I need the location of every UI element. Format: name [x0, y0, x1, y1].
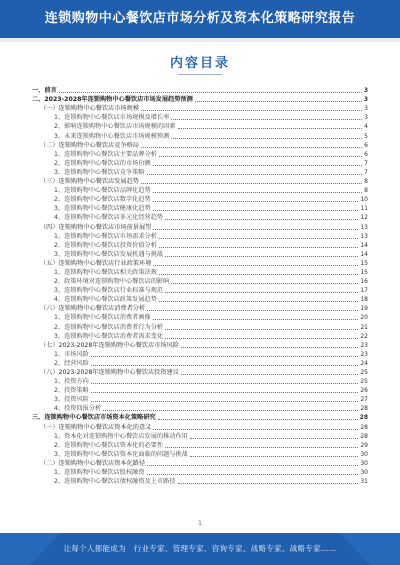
toc-entry[interactable] — [32, 177, 368, 186]
toc-leader-dots — [190, 456, 358, 457]
toc-leader-dots — [171, 119, 362, 120]
toc-leader-dots — [153, 165, 362, 166]
toc-entry-label: （五）连锁购物中心餐饮店行业政策环境 — [40, 259, 152, 267]
toc-entry[interactable] — [32, 368, 368, 377]
toc-entry-label: 3、连锁购物中心餐饮店消费者需求变化 — [54, 332, 164, 340]
toc-entry[interactable] — [32, 377, 368, 386]
toc-entry-page: 25 — [360, 369, 368, 376]
toc-entry[interactable] — [32, 450, 368, 459]
toc-entry-page: 6 — [364, 141, 368, 149]
toc-entry-page: 17 — [360, 287, 368, 295]
toc-entry-label: 2、连锁购物中心餐饮店债权融资及上市路径 — [54, 478, 176, 486]
toc-entry[interactable] — [32, 268, 368, 277]
toc-entry-label: 3、连锁购物中心餐饮店资本化面临的问题与挑战 — [54, 450, 188, 458]
toc-leader-dots — [159, 247, 358, 248]
toc-entry-page: 14 — [360, 250, 368, 258]
toc-entry-label: 3、连锁购物中心餐饮店竞争策略 — [54, 168, 145, 176]
toc-entry-label: 1、连锁购物中心餐饮店股权融资 — [54, 469, 145, 477]
toc-entry[interactable] — [32, 386, 368, 395]
toc-entry-page: 5 — [364, 132, 368, 140]
toc-leader-dots — [91, 365, 358, 366]
toc-leader-dots — [153, 210, 359, 211]
toc-leader-dots — [153, 265, 358, 266]
toc-entry-label: 一、前言 — [32, 87, 57, 95]
toc-leader-dots — [147, 174, 363, 175]
toc-entry-page: 30 — [360, 459, 368, 467]
toc-entry[interactable] — [32, 413, 368, 422]
toc-entry-label: 二、2023-2028年连锁购物中心餐饮店市场发展趋势预测 — [32, 96, 193, 104]
footer-slogan: 让每个人都能成为 行业专家、管理专家、咨询专家、战略专家、战略专家…… — [63, 544, 337, 553]
toc-leader-dots — [141, 183, 362, 184]
toc-entry-label: 4、投资回报分析 — [54, 405, 102, 413]
toc-heading-wrap — [0, 52, 400, 76]
toc-entry-page: 20 — [360, 314, 368, 322]
toc-entry-label: 2、影响连锁购物中心餐饮店市场规模的因素 — [54, 123, 176, 131]
toc-entry-label: 三、连锁购物中心餐饮店市场资本化策略研究 — [32, 414, 156, 422]
toc-leader-dots — [195, 101, 362, 102]
toc-entry[interactable] — [32, 332, 368, 341]
toc-entry-page: 12 — [360, 214, 368, 222]
toc-entry-page: 15 — [360, 259, 368, 267]
toc-leader-dots — [159, 156, 362, 157]
toc-leader-dots — [91, 356, 358, 357]
toc-entry-page: 21 — [360, 323, 368, 331]
toc-entry[interactable] — [32, 259, 368, 268]
toc-leader-dots — [153, 192, 362, 193]
toc-entry[interactable] — [32, 131, 368, 140]
toc-entry[interactable] — [32, 250, 368, 259]
toc-entry-page: 31 — [360, 478, 368, 486]
toc-entry[interactable] — [32, 322, 368, 331]
toc-entry[interactable] — [32, 422, 368, 431]
toc-entry[interactable] — [32, 241, 368, 250]
toc-entry-page: 15 — [360, 268, 368, 276]
toc-entry-label: 2、连锁购物中心餐饮店消费者行为分析 — [54, 323, 164, 331]
toc-entry[interactable] — [32, 459, 368, 468]
toc-entry-page: 28 — [360, 432, 368, 440]
toc-entry-label: 1、连锁购物中心餐饮店品牌化趋势 — [54, 187, 151, 195]
toc-entry[interactable] — [32, 186, 368, 195]
toc-entry-label: （二）连锁购物中心餐饮店资本化路径 — [40, 459, 146, 467]
toc-entry[interactable] — [32, 295, 368, 304]
toc-leader-dots — [141, 110, 362, 111]
toc-leader-dots — [178, 128, 363, 129]
toc-entry-page: 22 — [360, 332, 368, 340]
toc-entry-page: 3 — [363, 87, 368, 95]
toc-entry-page: 29 — [360, 441, 368, 449]
toc-entry-page: 16 — [360, 278, 368, 286]
toc-entry-label: 1、连锁购物中心餐饮店主要品牌分析 — [54, 150, 157, 158]
toc-entry-label: 1、资本化对连锁购物中心餐饮店发展的推动作用 — [54, 432, 188, 440]
toc-entry[interactable] — [32, 141, 368, 150]
toc-entry-page: 13 — [360, 223, 368, 231]
toc-entry-label: （三）连锁购物中心餐饮店发展趋势 — [40, 178, 139, 186]
toc-entry-label: 3、连锁购物中心餐饮店行业标准与规范 — [54, 287, 164, 295]
toc-entry-page: 27 — [360, 396, 368, 404]
toc-entry[interactable] — [32, 477, 368, 486]
toc-entry-page: 7 — [364, 159, 368, 167]
toc-leader-dots — [91, 383, 358, 384]
toc-entry[interactable] — [32, 86, 368, 95]
toc-leader-dots — [159, 301, 358, 302]
toc-entry-label: 1、连锁购物中心餐饮店市场规模及增长率 — [54, 114, 170, 122]
toc-leader-dots — [103, 410, 358, 411]
toc-entry[interactable] — [32, 222, 368, 231]
toc-leader-dots — [153, 201, 359, 202]
toc-entry-page: 6 — [364, 150, 368, 158]
toc-entry[interactable] — [32, 304, 368, 313]
table-of-contents — [32, 86, 368, 486]
toc-leader-dots — [147, 310, 358, 311]
toc-entry-page: 11 — [360, 205, 368, 213]
toc-entry-label: 3、连锁购物中心餐饮店发展机遇与挑战 — [54, 250, 164, 258]
toc-leader-dots — [165, 219, 358, 220]
toc-entry-label: 2、政策环境对连锁购物中心餐饮店的影响 — [54, 278, 170, 286]
toc-entry-page: 18 — [360, 296, 368, 304]
toc-entry[interactable] — [32, 395, 368, 404]
toc-entry-label: 2、连锁购物中心餐饮店的市场份额 — [54, 159, 151, 167]
toc-entry-label: 1、投资方向 — [54, 378, 89, 386]
report-title: 连锁购物中心餐饮店市场分析及资本化策略研究报告 — [44, 11, 356, 26]
toc-entry-page: 8 — [364, 187, 368, 195]
toc-entry-page: 26 — [360, 387, 368, 395]
toc-entry-label: 1、连锁购物中心餐饮店消费者画像 — [54, 314, 151, 322]
toc-entry-page: 13 — [360, 232, 368, 240]
toc-leader-dots — [178, 483, 359, 484]
toc-leader-dots — [153, 229, 358, 230]
toc-entry[interactable] — [32, 150, 368, 159]
toc-entry[interactable] — [32, 404, 368, 413]
toc-entry-label: 3、投资风险 — [54, 396, 89, 404]
toc-leader-dots — [190, 438, 358, 439]
toc-entry-label: （七）2023-2028年连锁购物中心餐饮店市场风险 — [40, 341, 179, 349]
toc-entry-label: （四）连锁购物中心餐饮店市场前景展望 — [40, 223, 152, 231]
toc-entry[interactable] — [32, 204, 368, 213]
toc-entry-page: 8 — [364, 178, 368, 186]
toc-leader-dots — [165, 256, 358, 257]
toc-entry-label: （二）连锁购物中心餐饮店竞争格局 — [40, 141, 139, 149]
toc-entry-page: 24 — [360, 359, 368, 367]
toc-entry[interactable] — [32, 277, 368, 286]
toc-leader-dots — [159, 274, 358, 275]
page-number: 1 — [198, 520, 202, 527]
toc-entry-label: 2、连锁购物中心餐饮店资本化的必要性 — [54, 441, 164, 449]
toc-entry-page: 3 — [363, 96, 368, 104]
toc-entry[interactable] — [32, 313, 368, 322]
toc-leader-dots — [153, 429, 358, 430]
toc-entry-label: 3、未来连锁购物中心餐饮店市场规模预测 — [54, 132, 170, 140]
heading-rule — [178, 74, 222, 75]
toc-entry-page: 28 — [359, 414, 368, 422]
toc-entry[interactable] — [32, 468, 368, 477]
toc-entry-label: （八）2023-2028年连锁购物中心餐饮店投资建议 — [40, 369, 179, 376]
toc-entry[interactable] — [32, 168, 368, 177]
toc-entry-label: 2、连锁购物中心餐饮店数字化趋势 — [54, 196, 151, 204]
toc-leader-dots — [181, 347, 358, 348]
toc-leader-dots — [165, 447, 358, 448]
toc-entry-label: （一）连锁购物中心餐饮店市场规模 — [40, 105, 139, 113]
toc-entry[interactable] — [32, 359, 368, 368]
toc-entry[interactable] — [32, 122, 368, 131]
toc-leader-dots — [153, 319, 359, 320]
toc-heading: 内容目录 — [169, 56, 230, 71]
toc-entry-page: 28 — [360, 405, 368, 413]
toc-entry[interactable] — [32, 104, 368, 113]
toc-leader-dots — [158, 419, 358, 420]
toc-entry[interactable] — [32, 213, 368, 222]
toc-leader-dots — [165, 329, 358, 330]
toc-entry-page: 25 — [360, 378, 368, 386]
toc-entry-label: （一）连锁购物中心餐饮店资本化的意义 — [40, 423, 152, 431]
toc-entry-label: 1、连锁购物中心餐饮店相关政策法规 — [54, 268, 157, 276]
toc-leader-dots — [91, 392, 358, 393]
toc-leader-dots — [159, 238, 358, 239]
toc-entry-label: 2、连锁购物中心餐饮店投资价值分析 — [54, 241, 157, 249]
toc-entry-page: 10 — [360, 196, 368, 204]
toc-entry[interactable] — [32, 341, 368, 350]
toc-leader-dots — [141, 147, 362, 148]
toc-entry-label: 1、连锁购物中心餐饮店市场需求分析 — [54, 232, 157, 240]
toc-entry-label: 1、市场风险 — [54, 350, 89, 358]
toc-entry[interactable] — [32, 159, 368, 168]
toc-entry[interactable] — [32, 113, 368, 122]
toc-entry-page: 4 — [364, 123, 368, 131]
toc-leader-dots — [59, 92, 362, 93]
toc-entry[interactable] — [32, 232, 368, 241]
toc-entry-label: 4、连锁购物中心餐饮店政策发展趋势 — [54, 296, 157, 304]
toc-leader-dots — [147, 474, 359, 475]
toc-entry[interactable] — [32, 350, 368, 359]
toc-entry[interactable] — [32, 95, 368, 104]
toc-entry[interactable] — [32, 286, 368, 295]
header-band — [0, 38, 400, 42]
toc-entry-page: 19 — [360, 305, 368, 313]
toc-leader-dots — [171, 138, 362, 139]
toc-entry-page: 14 — [360, 241, 368, 249]
toc-entry-page: 23 — [360, 341, 368, 349]
toc-entry[interactable] — [32, 441, 368, 450]
toc-entry[interactable] — [32, 195, 368, 204]
toc-entry-label: 3、连锁购物中心餐饮店健康化趋势 — [54, 205, 151, 213]
toc-entry-page: 30 — [360, 450, 368, 458]
toc-entry-label: （六）连锁购物中心餐饮店消费者分析 — [40, 305, 146, 313]
toc-leader-dots — [165, 338, 358, 339]
toc-entry-page: 23 — [360, 350, 368, 358]
toc-entry[interactable] — [32, 432, 368, 441]
toc-entry-page: 3 — [364, 114, 368, 122]
toc-entry-page: 30 — [360, 469, 368, 477]
toc-entry-label: 2、经营风险 — [54, 359, 89, 367]
toc-leader-dots — [147, 465, 358, 466]
toc-leader-dots — [181, 374, 358, 375]
toc-leader-dots — [171, 283, 358, 284]
toc-entry-page: 7 — [364, 168, 368, 176]
toc-entry-label: 4、连锁购物中心餐饮店多元化经营趋势 — [54, 214, 164, 222]
toc-entry-page: 3 — [364, 105, 368, 113]
toc-entry-page: 28 — [360, 423, 368, 431]
toc-leader-dots — [165, 292, 358, 293]
toc-leader-dots — [91, 401, 358, 402]
toc-entry-label: 2、投资策略 — [54, 387, 89, 395]
